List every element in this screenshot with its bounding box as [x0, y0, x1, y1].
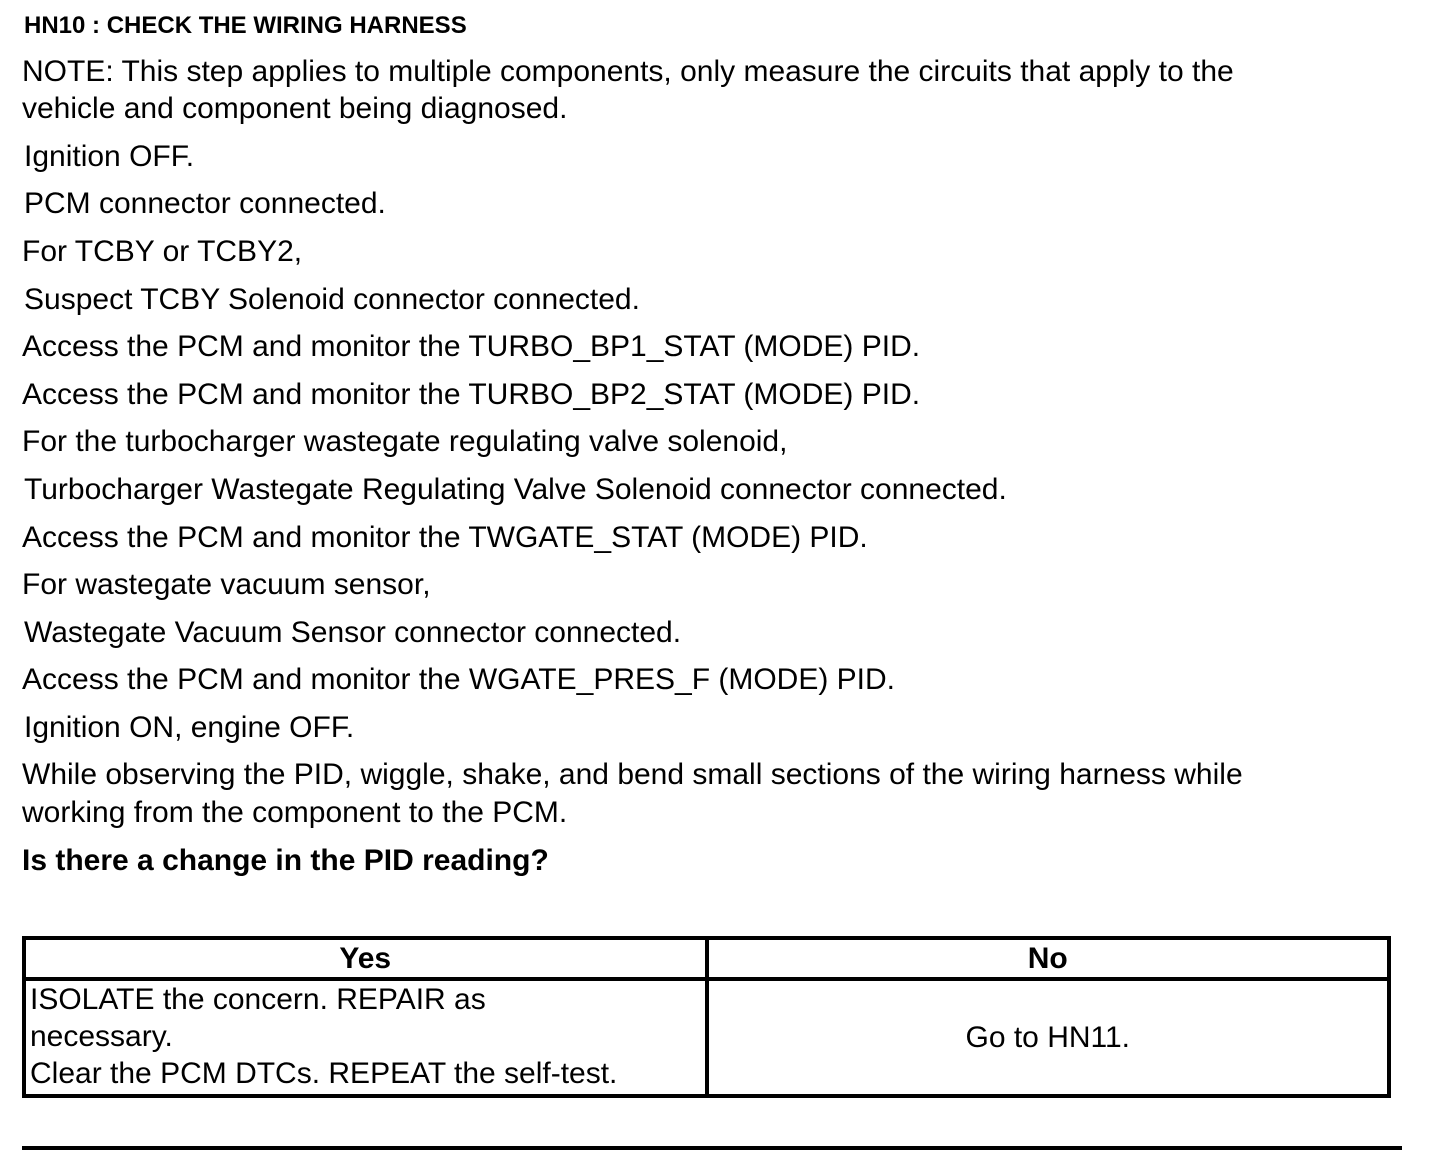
step-pcm-connector: PCM connector connected.: [24, 187, 386, 220]
step-ignition-off: Ignition OFF.: [24, 140, 195, 173]
step-vacuum-sensor-connector: Wastegate Vacuum Sensor connector connected.: [24, 616, 682, 649]
yes-header: Yes: [24, 938, 707, 979]
yes-line-1: ISOLATE the concern. REPAIR as: [30, 983, 486, 1016]
step-for-tcby: For TCBY or TCBY2,: [22, 235, 303, 268]
step-monitor-twgate: Access the PCM and monitor the TWGATE_STAT (MODE) PID.: [22, 521, 868, 554]
table-header-row: [24, 938, 1389, 979]
yes-cell: [24, 979, 707, 1096]
step-monitor-wgate-pres: Access the PCM and monitor the WGATE_PRES_F (MODE) PID.: [22, 663, 896, 696]
yes-line-2: necessary.: [30, 1020, 173, 1053]
step-for-vacuum-sensor: For wastegate vacuum sensor,: [22, 568, 431, 601]
observe-line-2: working from the component to the PCM.: [22, 796, 568, 829]
result-table: [22, 936, 1391, 1098]
step-monitor-bp1: Access the PCM and monitor the TURBO_BP1_STAT (MODE) PID.: [22, 330, 921, 363]
bottom-divider: [22, 1146, 1402, 1150]
table-row: [24, 979, 1389, 1096]
step-tcby-connector: Suspect TCBY Solenoid connector connected.: [24, 283, 640, 316]
observe-line-1: While observing the PID, wiggle, shake, and bend small sections of the wiring harness while: [22, 758, 1243, 791]
no-cell: Go to HN11.: [707, 979, 1390, 1096]
question: Is there a change in the PID reading?: [22, 844, 549, 877]
note-line-2: vehicle and component being diagnosed.: [22, 92, 568, 125]
step-title: HN10 : CHECK THE WIRING HARNESS: [24, 12, 467, 39]
step-ignition-on: Ignition ON, engine OFF.: [24, 711, 355, 744]
note-line-1: NOTE: This step applies to multiple components, only measure the circuits that apply to the: [22, 55, 1234, 88]
yes-line-3: Clear the PCM DTCs. REPEAT the self-test.: [30, 1057, 618, 1090]
no-header: No: [707, 938, 1390, 979]
step-for-wastegate-valve: For the turbocharger wastegate regulating valve solenoid,: [22, 425, 788, 458]
step-wastegate-valve-connector: Turbocharger Wastegate Regulating Valve Solenoid connector connected.: [24, 473, 1007, 506]
step-monitor-bp2: Access the PCM and monitor the TURBO_BP2_STAT (MODE) PID.: [22, 378, 921, 411]
